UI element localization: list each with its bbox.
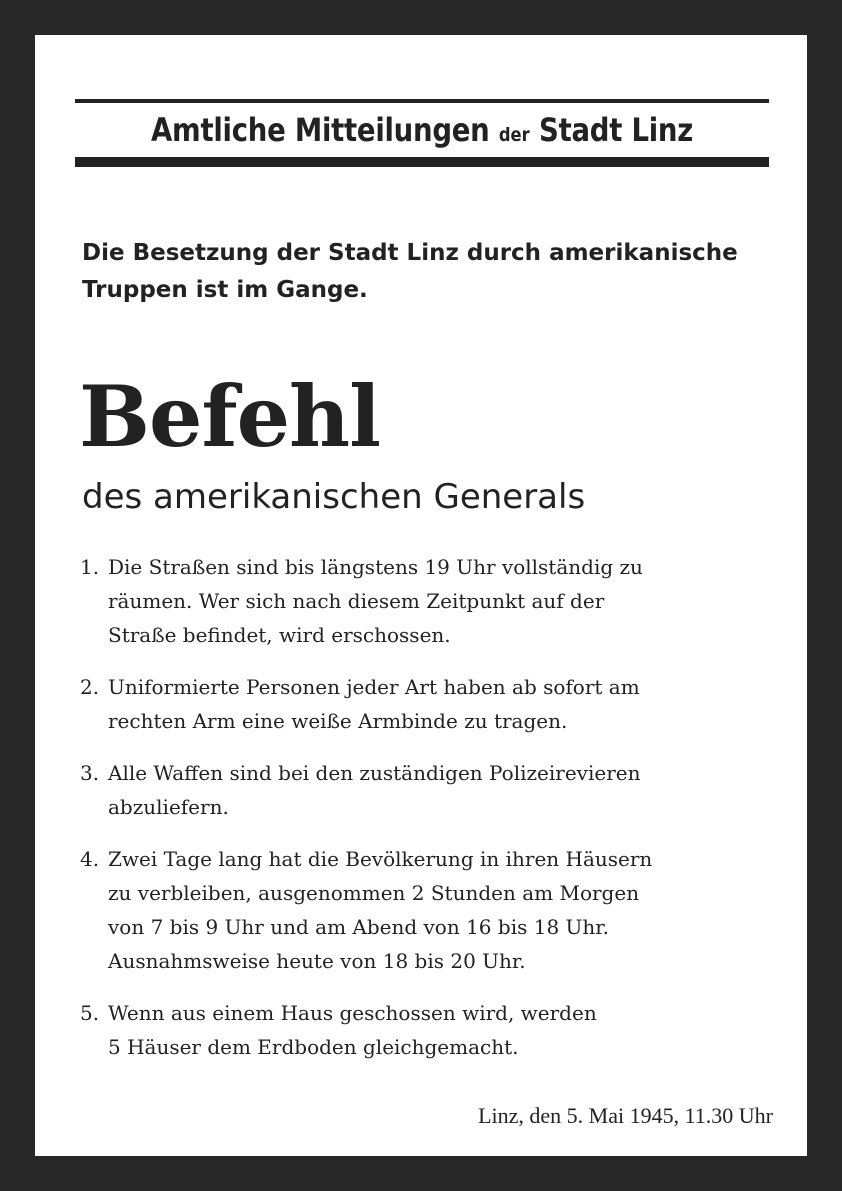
order-number: 2. [80,675,100,699]
order-number: 5. [80,1001,100,1025]
masthead-title-part3: Stadt Linz [539,111,694,149]
order-item [80,842,780,978]
order-line: Straße befindet, wird erschossen. [108,623,451,647]
masthead-bottom-rule [75,157,769,167]
order-line: Uniformierte Personen jeder Art haben ab sofort am [108,675,640,699]
orders-list [80,550,780,1082]
intro-text [82,235,782,309]
order-line: zu verbleiben, ausgenommen 2 Stunden am Morgen [108,881,640,905]
order-number: 4. [80,847,100,871]
order-line: Die Straßen sind bis längstens 19 Uhr vollständig zu [108,555,643,579]
order-item [80,996,780,1064]
order-line: 5 Häuser dem Erdboden gleichgemacht. [108,1035,519,1059]
main-heading: Befehl [79,367,381,466]
order-item [80,670,780,738]
intro-line: Die Besetzung der Stadt Linz durch amerikanische [82,240,738,266]
order-line: Zwei Tage lang hat die Bevölkerung in ihren Häusern [108,847,653,871]
order-number: 1. [80,555,100,579]
order-line: Wenn aus einem Haus geschossen wird, werden [108,1001,597,1025]
notice-page [35,35,807,1156]
dateline: Linz, den 5. Mai 1945, 11.30 Uhr [478,1103,773,1128]
order-line: rechten Arm eine weiße Armbinde zu tragen. [108,709,568,733]
order-line: räumen. Wer sich nach diesem Zeitpunkt auf der [108,589,605,613]
order-line: abzuliefern. [108,795,229,819]
masthead-title-part1: Amtliche Mitteilungen [150,111,490,149]
masthead-title-part2: der [498,124,530,146]
order-line: von 7 bis 9 Uhr und am Abend von 16 bis 18 Uhr. [108,915,609,939]
order-item [80,756,780,824]
order-line: Alle Waffen sind bei den zuständigen Polizeirevieren [108,761,641,785]
masthead [75,99,769,167]
order-line: Ausnahmsweise heute von 18 bis 20 Uhr. [108,949,526,973]
order-number: 3. [80,761,100,785]
intro-line: Truppen ist im Gange. [82,277,368,303]
masthead-title [124,103,721,157]
subheading: des amerikanischen Generals [82,477,586,517]
order-item [80,550,780,652]
